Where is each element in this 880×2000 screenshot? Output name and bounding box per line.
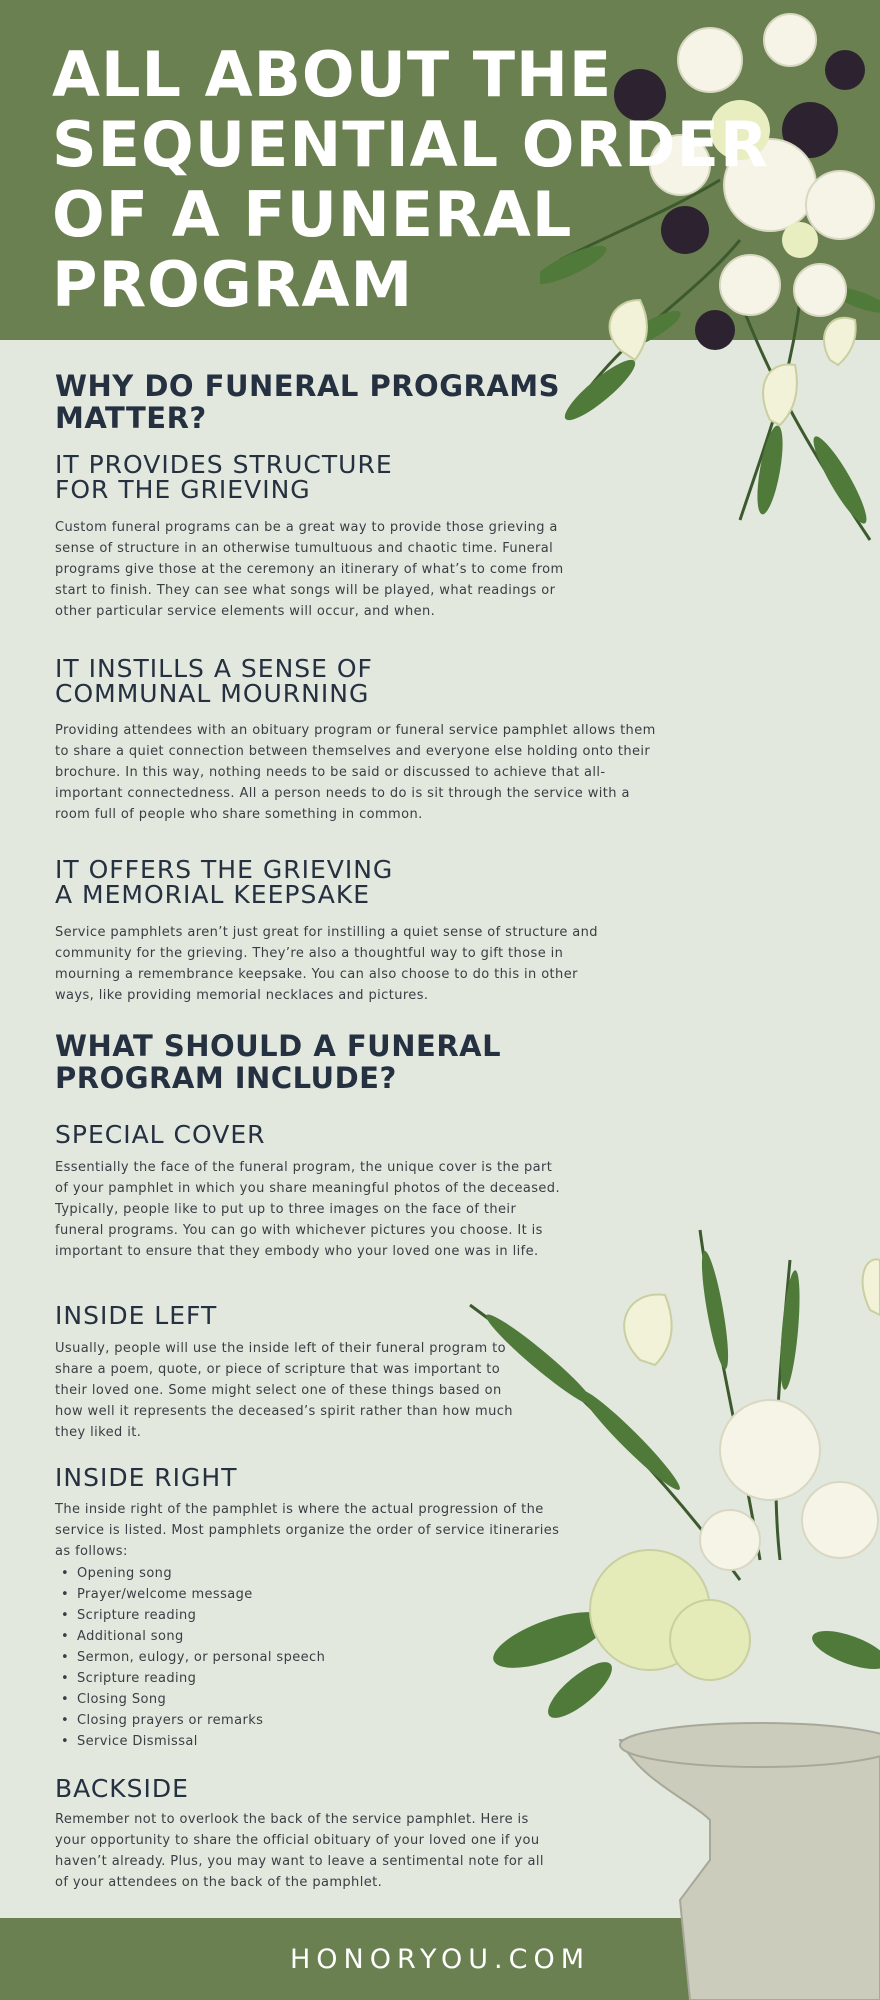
page-title: ALL ABOUT THE SEQUENTIAL ORDER OF A FUNERAL PROGRAM bbox=[52, 38, 769, 321]
service-order-list bbox=[55, 1563, 535, 1752]
list-item: • Prayer/welcome message bbox=[55, 1584, 535, 1605]
paragraph-inside-right: The inside right of the pamphlet is where the actual progression of the service is listed. Most pamphlets organize the order of service itineraries as follows: bbox=[55, 1502, 560, 1559]
footer-site-name: HONORYOU.COM bbox=[289, 1944, 591, 1975]
list-item: • Scripture reading bbox=[55, 1668, 535, 1689]
paragraph-structure: Custom funeral programs can be a great way to provide those grieving a sense of structure in an otherwise tumultuous and chaotic time. Funeral programs give those at the ceremony an itinerary of what’s to come from start to finish. They can see what songs will be played, what readings or other particular service elements will occur, and when. bbox=[55, 520, 564, 619]
list-item: • Closing Song bbox=[55, 1689, 535, 1710]
subheading-keepsake: IT OFFERS THE GRIEVING A MEMORIAL KEEPSAKE bbox=[55, 855, 394, 909]
list-item: • Sermon, eulogy, or personal speech bbox=[55, 1647, 535, 1668]
paragraph-inside-left: Usually, people will use the inside left of their funeral program to share a poem, quote, or piece of scripture that was important to their loved one. Some might select one of these things based on how well it represents the deceased’s spirit rather than how much they liked it. bbox=[55, 1341, 513, 1440]
list-item: • Opening song bbox=[55, 1563, 535, 1584]
list-item: • Closing prayers or remarks bbox=[55, 1710, 535, 1731]
paragraph-keepsake: Service pamphlets aren’t just great for instilling a quiet sense of structure and community for the grieving. They’re also a thoughtful way to gift those in mourning a remembrance keepsake. You can also choose to do this in other ways, like providing memorial necklaces and pictures. bbox=[55, 925, 598, 1003]
list-item: • Additional song bbox=[55, 1626, 535, 1647]
subheading-backside: BACKSIDE bbox=[55, 1774, 189, 1803]
subheading-inside-right: INSIDE RIGHT bbox=[55, 1463, 238, 1492]
subheading-inside-left: INSIDE LEFT bbox=[55, 1301, 218, 1330]
section-heading-what: WHAT SHOULD A FUNERAL PROGRAM INCLUDE? bbox=[55, 1029, 502, 1095]
list-item: • Scripture reading bbox=[55, 1605, 535, 1626]
paragraph-backside: Remember not to overlook the back of the service pamphlet. Here is your opportunity to share the official obituary of your loved one if you haven’t already. Plus, you may want to leave a sentimental note for all of your attendees on the back of the pamphlet. bbox=[55, 1812, 544, 1890]
list-item: • Service Dismissal bbox=[55, 1731, 535, 1752]
section-heading-why: WHY DO FUNERAL PROGRAMS MATTER? bbox=[55, 369, 561, 435]
paragraph-communal: Providing attendees with an obituary program or funeral service pamphlet allows them to share a quiet connection between themselves and everyone else holding onto their brochure. In this way, nothing needs to be said or discussed to achieve that all-important connectedness. All a person needs to do is sit through the service with a room full of people who share something in common. bbox=[55, 723, 656, 822]
subheading-structure: IT PROVIDES STRUCTURE FOR THE GRIEVING bbox=[55, 450, 393, 504]
subheading-cover: SPECIAL COVER bbox=[55, 1120, 266, 1149]
subheading-communal: IT INSTILLS A SENSE OF COMMUNAL MOURNING bbox=[55, 654, 373, 708]
paragraph-cover: Essentially the face of the funeral program, the unique cover is the part of your pamphlet in which you share meaningful photos of the deceased. Typically, people like to put up to three images on the face of their funeral programs. You can go with whichever pictures you choose. It is important to ensure that they embody who your loved one was in life. bbox=[55, 1160, 560, 1259]
